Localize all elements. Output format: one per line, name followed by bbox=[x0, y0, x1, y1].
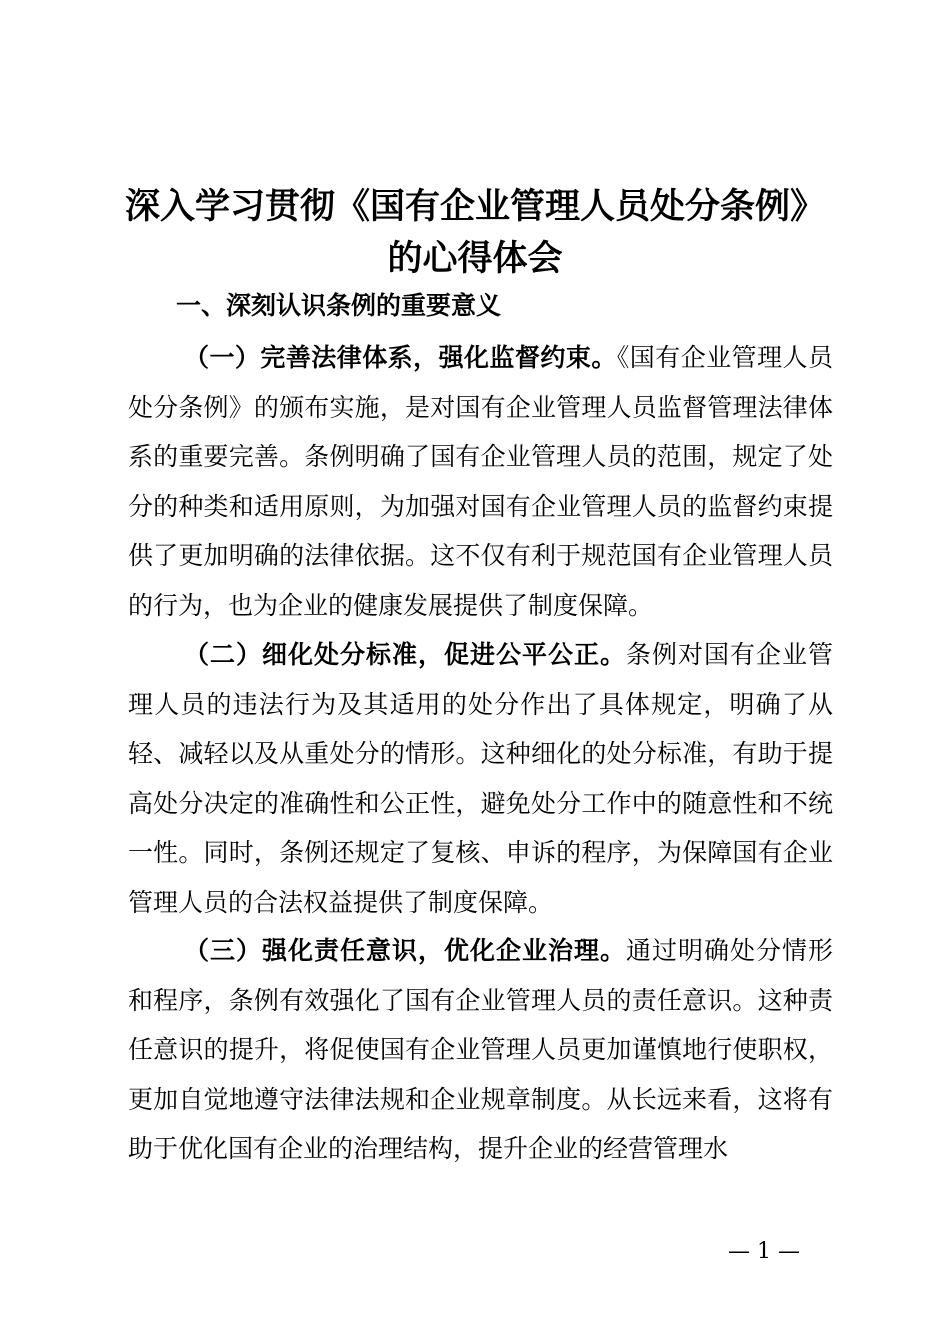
paragraph-1 bbox=[128, 333, 833, 630]
paragraph-2 bbox=[128, 630, 833, 927]
paragraph-1-lead: （一）完善法律体系，强化监督约束。 bbox=[184, 343, 617, 372]
paragraph-2-body: 条例对国有企业管理人员的违法行为及其适用的处分作出了具体规定，明确了从轻、减轻以及从重处分的情形。这种细化的处分标准，有助于提高处分决定的准确性和公正性，避免处分工作中的随意性和不统一性。同时，条例还规定了复核、申诉的程序，为保障国有企业管理人员的合法权益提供了制度保障。 bbox=[128, 640, 833, 917]
section-heading: 一、深刻认识条例的重要意义 bbox=[176, 291, 502, 320]
paragraph-3-body: 通过明确处分情形和程序，条例有效强化了国有企业管理人员的责任意识。这种责任意识的提升，将促使国有企业管理人员更加谨慎地行使职权，更加自觉地遵守法律法规和企业规章制度。从长远来看，这将有助于优化国有企业的治理结构，提升企业的经营管理水 bbox=[128, 936, 833, 1163]
paragraph-3-lead: （三）强化责任意识，优化企业治理。 bbox=[184, 936, 626, 965]
page-number: — 1 — bbox=[728, 1239, 800, 1264]
paragraph-2-lead: （二）细化处分标准，促进公平公正。 bbox=[184, 640, 626, 669]
document-title-line-1: 深入学习贯彻《国有企业管理人员处分条例》 bbox=[124, 187, 825, 227]
document-title-line-2: 的心得体会 bbox=[387, 239, 563, 279]
paragraph-1-body: 《国有企业管理人员处分条例》的颁布实施，是对国有企业管理人员监督管理法律体系的重要完善。条例明确了国有企业管理人员的范围，规定了处分的种类和适用原则，为加强对国有企业管理人员的监督约束提供了更加明确的法律依据。这不仅有利于规范国有企业管理人员的行为，也为企业的健康发展提供了制度保障。 bbox=[128, 343, 833, 620]
paragraph-3 bbox=[128, 926, 833, 1174]
